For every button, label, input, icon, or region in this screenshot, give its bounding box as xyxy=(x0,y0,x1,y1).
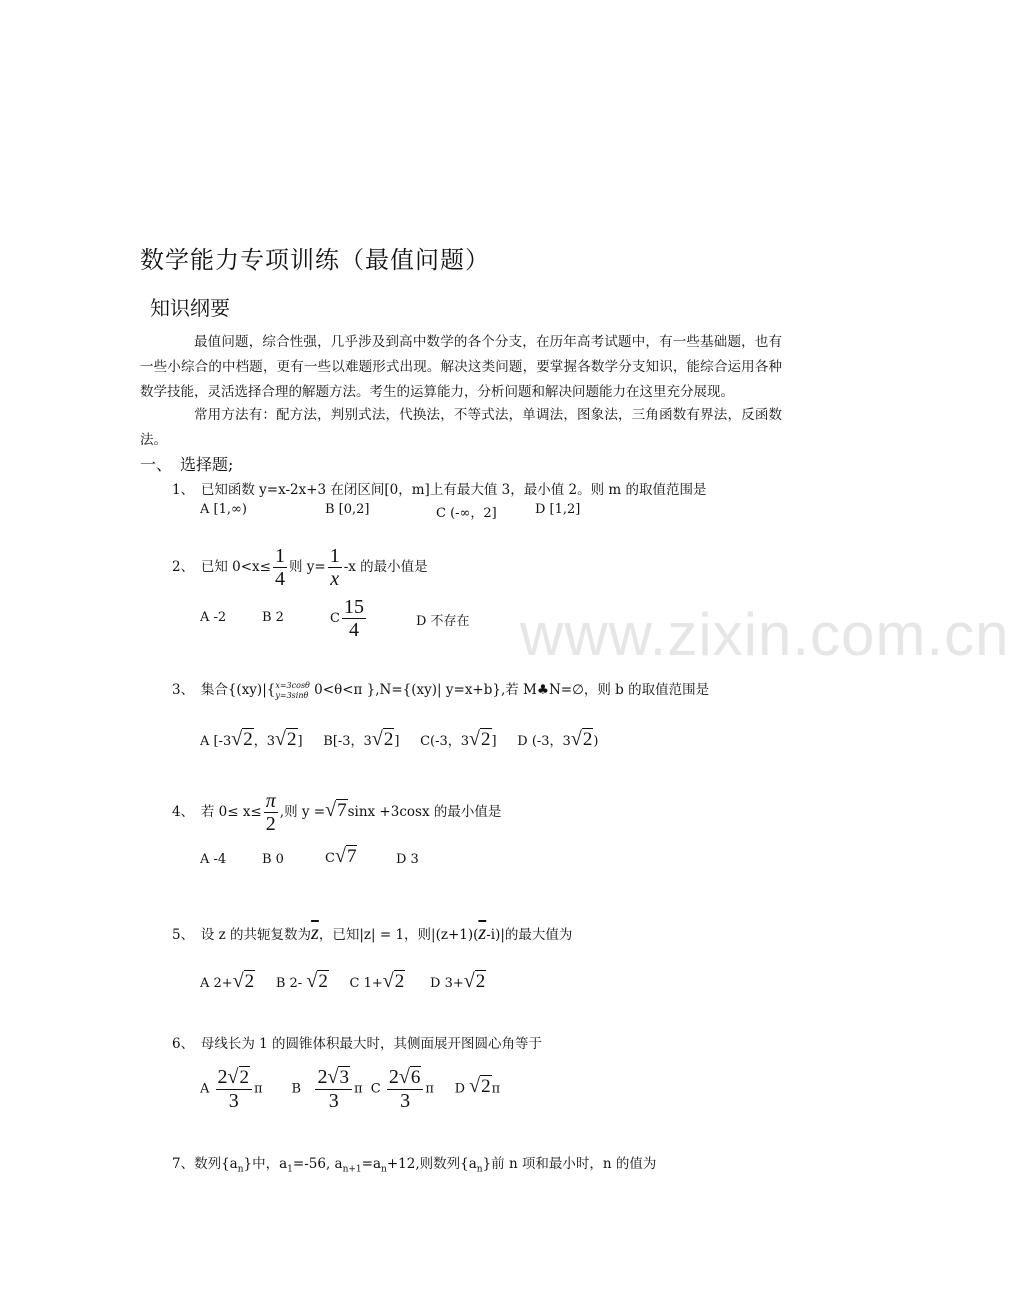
q1-option-c: C (-∞，2] xyxy=(436,506,497,521)
q4-option-d: D 3 xyxy=(396,852,419,867)
q4-option-a: A -4 xyxy=(200,852,227,867)
question-6-stem: 6、 母线长为 1 的圆锥体积最大时，其侧面展开图圆心角等于 xyxy=(172,1036,543,1052)
q6-options: A $\frac{2√2}{3}$ π B $\frac{2√3}{3}$ π C $\frac{2√6}{3}$ π D √2π xyxy=(200,1066,501,1112)
q1-option-a: A [1,∞) xyxy=(200,502,247,517)
q4-option-b: B 0 xyxy=(262,852,284,867)
q2-option-d: D 不存在 xyxy=(416,614,470,629)
page-title: 数学能力专项训练（最值问题） xyxy=(140,246,490,274)
watermark: www.zixin.com.cn xyxy=(520,601,1009,668)
question-4-stem: 4、 若 0≤ x≤ $\frac{\pi}{2}$ ,则 y =√7sinx +3cosx 的最小值是 xyxy=(172,790,502,835)
question-3-stem: 3、 集合{(xy)|{ x=3cosθ y=3sinθ 0<θ<π },N={(xy)| y=x+b},若 M♣N=∅，则 b 的取值范围是 xyxy=(172,680,710,700)
q4-option-c: C√7 xyxy=(325,845,357,867)
q3-options: A [-3√2，3√2] B[-3，3√2] C(-3，3√2] D (-3，3√2) xyxy=(200,728,599,750)
section-choice-heading: 一、 选择题; xyxy=(140,455,234,474)
frac-one-over-x: $\frac{1}{x}$ xyxy=(329,545,340,590)
q2-option-b: B 2 xyxy=(262,610,284,625)
parametric-system: x=3cosθ y=3sinθ xyxy=(275,680,310,700)
q1-option-b: B [0,2] xyxy=(325,502,370,517)
section-heading: 知识纲要 xyxy=(150,296,230,320)
frac-one-quarter: $\frac{1}{4}$ xyxy=(274,545,285,590)
intro-paragraph-2: 常用方法有：配方法，判别式法，代换法，不等式法，单调法，图象法，三角函数有界法，反函数法。 xyxy=(140,407,782,448)
q5-options: A 2+√2 B 2- √2 C 1+√2 D 3+√2 xyxy=(200,970,486,992)
question-7-stem: 7、数列$\{a_n\}$中，$a_1=-56$, $a_{n+1}=a_n+12$,则数列$\{a_n\}$前 n 项和最小时，n 的值为 xyxy=(172,1156,657,1175)
question-2-stem: 2、 已知 0<x≤ $\frac{1}{4}$ 则 y= $\frac{1}{x}$ -x 的最小值是 xyxy=(172,545,428,590)
q1-option-d: D [1,2] xyxy=(535,502,581,517)
q2-option-c: C $\frac{15}{4}$ xyxy=(330,596,364,641)
q2-option-a: A -2 xyxy=(200,610,227,625)
question-5-stem: 5、 设 z 的共轭复数为$\overline{z}$，已知|z| = 1，则$|(z+1)(\overline{z}-i)|$的最大值为 xyxy=(172,922,573,944)
intro-paragraph-1: 最值问题，综合性强，几乎涉及到高中数学的各个分支，在历年高考试题中，有一些基础题，也有一些小综合的中档题，更有一些以难题形式出现。解决这类问题，要掌握各数学分支知识，能综合运用各种数学技能，灵活选择合理的解题方法。考生的运算能力，分析问题和解决问题能力在这里充分展现。 xyxy=(140,334,782,400)
question-1-stem: 1、 已知函数 y=x-2x+3 在闭区间[0，m]上有最大值 3，最小值 2。则 m 的取值范围是 xyxy=(172,482,707,498)
